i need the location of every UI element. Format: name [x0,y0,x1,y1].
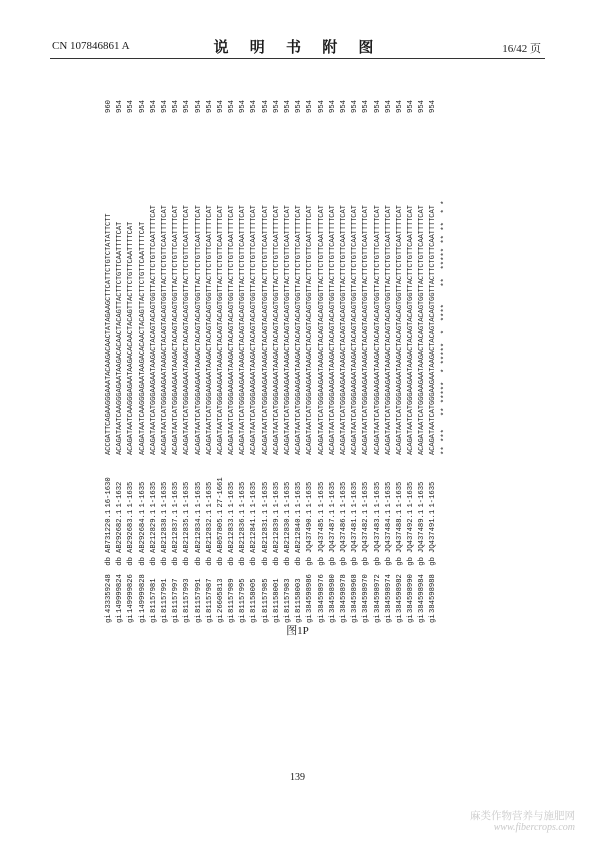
accession [182,473,193,623]
end-position: 954 [183,100,192,113]
gi-prefix: gi [216,614,225,623]
db-code: db [284,557,292,566]
alignment-row [272,63,283,623]
accession [283,473,294,623]
db-code: gb [373,557,382,566]
accession [417,473,428,623]
accession-id: JQ437489.1 [418,509,427,553]
gi-number: 81157985 [261,578,270,613]
sequence: ACAGATAATCATGGGAAGAATAAGACTACAGTACAGTGGTTACTTCTGTTCAATTTTCAT [284,205,292,455]
sequence: ACAGATAATCAAGGGAGAATAAGACACAACTACAGTTACTTCTGTTCAATTTTCAT [127,221,136,455]
end-position: 954 [306,100,315,113]
page-number: 139 [290,772,305,783]
accession-id: JQ437481.1 [351,509,360,553]
accession [205,473,216,623]
accession [216,473,227,623]
seq-range: 1-1635 [339,481,348,508]
seq-range: 1-1635 [351,481,360,508]
seq-range: 1-1632 [116,481,125,508]
gi-prefix: gi [272,614,281,623]
sequence: ACAGATAATCATGGGAAGAATAAGACTACAGTACAGTGGTTACTTCTGTTCAATTTTCAT [362,205,371,455]
db-code: db [127,557,136,566]
page-counter: 16/42 页 [502,43,541,55]
seq-range: 1-1635 [306,481,315,508]
alignment-row [395,63,406,623]
accession-id: AB212840.1 [295,509,304,553]
seq-range: 1-1635 [183,481,192,508]
alignment-row [328,63,339,623]
sequence: ACAGATAATCATGGGAAGAATAAGACTACAGTACAGTGGTTACTTCTGTTCAATTTTCAT [194,205,203,455]
end-position: 954 [138,100,147,113]
gi-number: 149999824 [116,574,125,613]
gi-prefix: gi [194,614,203,623]
gi-prefix: gi [362,614,371,623]
seq-range: 1-1635 [205,481,214,508]
sequence: ACCGATTCAGAAGGGAAATACAAGACAACTATAGAAGCTTCATTCTGTCTATATTCTT [105,213,113,455]
end-position: 954 [239,100,248,113]
gi-number: 81157997 [172,578,181,613]
gi-number: 384598990 [407,574,416,613]
db-code: db [272,557,281,566]
accession [149,473,160,623]
end-position: 954 [127,100,136,113]
gi-number: 81157983 [284,578,292,613]
gi-prefix: gi [250,614,259,623]
seq-range: 1-1635 [194,481,203,508]
accession-id: AB212832.1 [205,509,214,553]
accession [171,473,182,623]
sequence: ACAGATAATCATGGGAAGAATAAGACTACAGTACAGTGGTTACTTCTGTTCAATTTTCAT [384,205,393,455]
db-code: gb [429,557,438,566]
end-position: 954 [429,100,438,113]
seq-range: 1-1635 [172,481,181,508]
gi-prefix: gi [429,614,438,623]
gi-number: 81158005 [250,578,259,613]
alignment-row [406,63,417,623]
end-position: 954 [272,100,281,113]
accession [428,473,439,623]
gi-prefix: gi [284,614,292,623]
accession [249,473,260,623]
db-code: gb [407,557,416,566]
seq-range: 1-1635 [149,481,158,508]
gi-prefix: gi [339,614,348,623]
sequence: ACAGATAATCATGGGAAGAATAAGACTACAGTACAGTGGTTACTTCTGTTCAATTTTCAT [407,205,416,455]
accession-id: AB212841.1 [250,509,259,553]
sequence: ACAGATAATCATGGGAAGAATAAGACTACAGTACAGTGGTTACTTCTGTTCAATTTTCAT [216,205,225,455]
watermark-url: www.fibercrops.com [493,822,575,833]
alignment-row [182,63,193,623]
accession-id: JQ437488.1 [395,509,404,553]
alignment-row [283,63,294,623]
gi-number: 81157989 [228,578,237,613]
gi-prefix: gi [205,614,214,623]
sequence: ACAGATAATCATGGGAAGAATAAGACTACAGTACAGTGGTTACTTCTGTTCAATTTTCAT [395,205,404,455]
gi-prefix: gi [116,614,125,623]
sequence: ACAGATAATCAAGGGAGAATAAGACACAACTACAGTTACTTCTGTTCAATTTTCAT [116,221,125,455]
alignment-row [194,63,205,623]
figure-label: 图1P [286,625,309,637]
alignment-row [205,63,216,623]
seq-range: 1-1635 [362,481,371,508]
seq-range: 1-1635 [373,481,382,508]
accession [115,473,126,623]
db-code: db [116,557,125,566]
seq-range: 1-1635 [261,481,270,508]
alignment-row [115,63,126,623]
alignment-row [160,63,171,623]
accession [305,473,316,623]
gi-prefix: gi [160,614,169,623]
sequence: ACAGATAATCAAGGGAGAATAAGACACAACTACAGTTACTTCTGTTCAATTTTCAT [138,221,147,455]
accession-id: AB731220.1 [105,509,113,553]
seq-range: 1-1635 [127,481,136,508]
sequence: ACAGATAATCATGGGAAGAATAAGACTACAGTACAGTGGTTACTTCTGTTCAATTTTCAT [228,205,237,455]
accession [384,473,395,623]
accession-id: JQ437483.1 [373,509,382,553]
db-code: db [250,557,259,566]
db-code: gb [384,557,393,566]
gi-prefix: gi [418,614,427,623]
db-code: db [228,557,237,566]
db-code: db [138,557,147,566]
accession-id: JQ437490.1 [306,509,315,553]
gi-prefix: gi [384,614,393,623]
gi-prefix: gi [395,614,404,623]
seq-range: 1-1635 [407,481,416,508]
sequence: ACAGATAATCATGGGAAGAATAAGACTACAGTACAGTGGTTACTTCTGTTCAATTTTCAT [295,205,304,455]
gi-prefix: gi [127,614,136,623]
end-position: 954 [250,100,259,113]
alignment-row [317,63,328,623]
sequence: ACAGATAATCATGGGAAGAATAAGACTACAGTACAGTGGTTACTTCTGTTCAATTTTCAT [272,205,281,455]
db-code: db [295,557,304,566]
db-code: db [205,557,214,566]
accession-id: AB212837.1 [172,509,181,553]
accession-id: AB212831.1 [261,509,270,553]
watermark-text: 麻类作物营养与施肥网 [470,810,575,822]
seq-range: 1-1635 [138,481,147,508]
sequence: ACAGATAATCATGGGAAGAATAAGACTACAGTACAGTGGTTACTTCTGTTCAATTTTCAT [160,205,169,455]
gi-number: 81158003 [295,578,304,613]
gi-prefix: gi [295,614,304,623]
sequence: ACAGATAATCATGGGAAGAATAAGACTACAGTACAGTGGTTACTTCTGTTCAATTTTCAT [429,205,438,455]
page-title: 说 明 书 附 图 [213,38,382,56]
accession-id: AB212836.1 [239,509,248,553]
db-code: gb [306,557,315,566]
end-position: 954 [194,100,203,113]
db-code: gb [328,557,337,566]
end-position: 954 [160,100,169,113]
alignment-row [171,63,182,623]
sequence: ACAGATAATCATGGGAAGAATAAGACTACAGTACAGTGGTTACTTCTGTTCAATTTTCAT [261,205,270,455]
end-position: 954 [205,100,214,113]
end-position: 954 [284,100,292,113]
accession [160,473,171,623]
seq-range: 27-1661 [216,477,225,508]
gi-number: 149999828 [138,574,147,613]
sequence: ACAGATAATCATGGGAAGAATAAGACTACAGTACAGTGGTTACTTCTGTTCAATTTTCAT [328,205,337,455]
alignment-row [261,63,272,623]
sequence-alignment [104,63,496,623]
header-rule [50,58,545,59]
end-position: 954 [339,100,348,113]
end-position: 954 [261,100,270,113]
gi-number: 384598980 [328,574,337,613]
sequence: ACAGATAATCATGGGAAGAATAAGACTACAGTACAGTGGTTACTTCTGTTCAATTTTCAT [306,205,315,455]
gi-prefix: gi [138,614,147,623]
sequence: ACAGATAATCATGGGAAGAATAAGACTACAGTACAGTGGTTACTTCTGTTCAATTTTCAT [149,205,158,455]
accession-id: JQ437492.1 [407,509,416,553]
db-code: db [172,557,181,566]
accession-id: AB057805.1 [216,509,225,553]
end-position: 954 [407,100,416,113]
alignment-row [373,63,384,623]
end-position: 954 [295,100,304,113]
patent-number: CN 107846861 A [52,40,130,52]
accession [261,473,272,623]
end-position: 960 [105,100,113,113]
db-code: gb [418,557,427,566]
accession [361,473,372,623]
gi-number: 81157993 [183,578,192,613]
gi-prefix: gi [172,614,181,623]
alignment-row [350,63,361,623]
alignment-row [305,63,316,623]
db-code: db [216,557,225,566]
accession-id: AB212834.1 [194,509,203,553]
gi-prefix: gi [373,614,382,623]
accession [328,473,339,623]
gi-prefix: gi [149,614,158,623]
end-position: 954 [317,100,326,113]
seq-range: 1-1635 [395,481,404,508]
seq-range: 1-1635 [295,481,304,508]
alignment-row [216,63,227,623]
db-code: db [105,557,113,566]
accession [339,473,350,623]
end-position: 954 [149,100,158,113]
end-position: 954 [384,100,393,113]
gi-number: 149999826 [127,574,136,613]
seq-range: 1-1635 [228,481,237,508]
sequence: ACAGATAATCATGGGAAGAATAAGACTACAGTACAGTGGTTACTTCTGTTCAATTTTCAT [205,205,214,455]
seq-range: 1-1635 [384,481,393,508]
sequence: ACAGATAATCATGGGAAGAATAAGACTACAGTACAGTGGTTACTTCTGTTCAATTTTCAT [373,205,382,455]
accession [406,473,417,623]
accession [317,473,328,623]
seq-range: 1-1635 [160,481,169,508]
accession-id: AB212838.1 [160,509,169,553]
gi-number: 81157987 [205,578,214,613]
gi-prefix: gi [351,614,360,623]
accession [373,473,384,623]
gi-number: 81158001 [272,578,281,613]
gi-prefix: gi [239,614,248,623]
accession [395,473,406,623]
gi-number: 384598978 [339,574,348,613]
sequence: ACAGATAATCATGGGAAGAATAAGACTACAGTACAGTGGTTACTTCTGTTCAATTTTCAT [351,205,360,455]
alignment-row [104,63,115,623]
accession-id: AB212830.1 [284,509,292,553]
gi-prefix: gi [306,614,315,623]
end-position: 954 [228,100,237,113]
sequence: ACAGATAATCATGGGAAGAATAAGACTACAGTACAGTGGTTACTTCTGTTCAATTTTCAT [183,205,192,455]
alignment-row [428,63,439,623]
accession-id: JQ437487.1 [328,509,337,553]
alignment-row [361,63,372,623]
end-position: 954 [351,100,360,113]
seq-range: 1-1635 [284,481,292,508]
end-position: 954 [116,100,125,113]
gi-prefix: gi [228,614,237,623]
gi-number: 384598972 [373,574,382,613]
db-code: db [183,557,192,566]
accession [350,473,361,623]
sequence: ACAGATAATCATGGGAAGAATAAGACTACAGTACAGTGGTTACTTCTGTTCAATTTTCAT [418,205,427,455]
db-code: gb [362,557,371,566]
gi-number: 384598974 [384,574,393,613]
gi-prefix: gi [183,614,192,623]
seq-range: 1-1635 [272,481,281,508]
sequence: ACAGATAATCATGGGAAGAATAAGACTACAGTACAGTGGTTACTTCTGTTCAATTTTCAT [172,205,181,455]
sequence: ACAGATAATCATGGGAAGAATAAGACTACAGTACAGTGGTTACTTCTGTTCAATTTTCAT [317,205,326,455]
sequence: ACAGATAATCATGGGAAGAATAAGACTACAGTACAGTGGTTACTTCTGTTCAATTTTCAT [339,205,348,455]
alignment-row [384,63,395,623]
alignment-row [149,63,160,623]
alignment-row [294,63,305,623]
accession-id: JQ437485.1 [317,509,326,553]
end-position: 954 [216,100,225,113]
db-code: db [261,557,270,566]
seq-range: 1-1635 [317,481,326,508]
alignment-rows [104,63,451,623]
sequence: ACAGATAATCATGGGAAGAATAAGACTACAGTACAGTGGTTACTTCTGTTCAATTTTCAT [250,205,259,455]
accession-id: AB212835.1 [183,509,192,553]
gi-number: 384598986 [306,574,315,613]
alignment-row [417,63,428,623]
accession [238,473,249,623]
end-position: 954 [373,100,382,113]
db-code: db [239,557,248,566]
accession-id: AB212833.1 [228,509,237,553]
gi-prefix: gi [328,614,337,623]
gi-number: 384598988 [429,574,438,613]
alignment-row [339,63,350,623]
accession-id: AB212829.1 [149,509,158,553]
accession [104,473,115,623]
consensus-line: ** *** ** ***** * ***** * **** ** ***** ** ** * * [440,200,449,455]
accession [294,473,305,623]
alignment-row [249,63,260,623]
accession-id: AB292682.1 [116,509,125,553]
gi-prefix: gi [261,614,270,623]
db-code: db [194,557,203,566]
gi-prefix: gi [407,614,416,623]
end-position: 954 [328,100,337,113]
gi-number: 81157991 [194,578,203,613]
seq-range: 1-1635 [328,481,337,508]
accession-id: AB212839.1 [272,509,281,553]
sequence: ACAGATAATCATGGGAAGAATAAGACTACAGTACAGTGGTTACTTCTGTTCAATTTTCAT [239,205,248,455]
gi-number: 433359248 [105,574,113,613]
db-code: gb [339,557,348,566]
db-code: db [149,557,158,566]
alignment-row [238,63,249,623]
gi-number: 81157981 [149,578,158,613]
alignment-row [138,63,149,623]
alignment-row [126,63,137,623]
gi-number: 81157991 [160,578,169,613]
gi-number: 384598982 [395,574,404,613]
end-position: 954 [418,100,427,113]
db-code: gb [351,557,360,566]
gi-number: 384598968 [351,574,360,613]
end-position: 954 [172,100,181,113]
db-code: gb [395,557,404,566]
accession-id: JQ437491.1 [429,509,438,553]
seq-range: 1-1635 [418,481,427,508]
gi-number: 81157995 [239,578,248,613]
seq-range: 1-1635 [429,481,438,508]
gi-prefix: gi [317,614,326,623]
accession-id: JQ437486.1 [339,509,348,553]
alignment-row [227,63,238,623]
gi-prefix: gi [105,614,113,623]
accession-id: JQ437484.1 [384,509,393,553]
accession [126,473,137,623]
seq-range: 1-1635 [250,481,259,508]
accession [227,473,238,623]
seq-range: 16-1630 [105,477,113,508]
gi-number: 384598984 [418,574,427,613]
accession-id: JQ437482.1 [362,509,371,553]
accession [138,473,149,623]
gi-number: 384598976 [317,574,326,613]
accession-id: AB292684.1 [138,509,147,553]
end-position: 954 [395,100,404,113]
db-code: db [160,557,169,566]
gi-number: 26605813 [216,578,225,613]
gi-number: 384598970 [362,574,371,613]
seq-range: 1-1635 [239,481,248,508]
db-code: gb [317,557,326,566]
accession [272,473,283,623]
accession [194,473,205,623]
accession-id: AB292683.1 [127,509,136,553]
end-position: 954 [362,100,371,113]
